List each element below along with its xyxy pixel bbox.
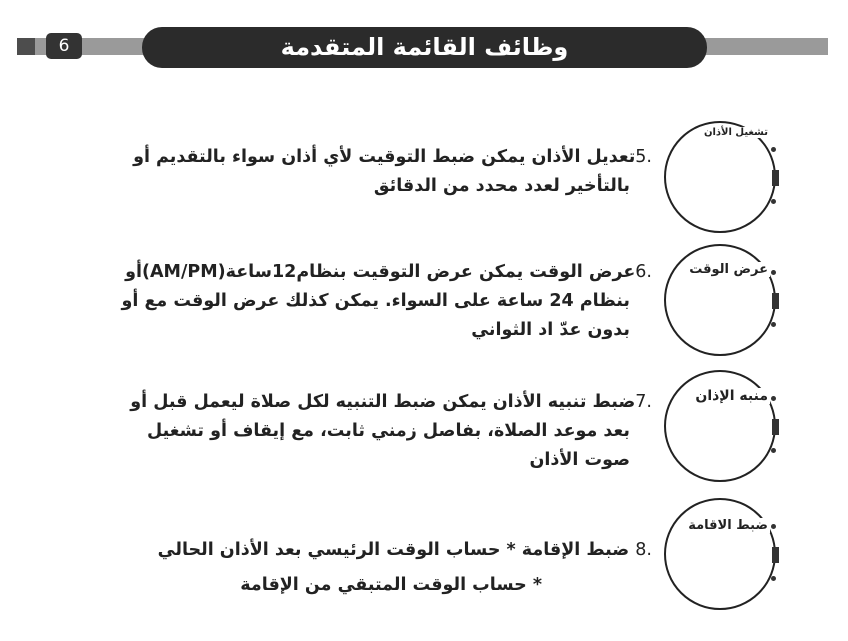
item-7-number: .7 [635, 392, 652, 412]
header-band-cap [17, 38, 35, 55]
dial-knob-bottom [771, 322, 776, 327]
item-8 [158, 536, 652, 600]
dial-knob-top [771, 147, 776, 152]
item-6-line-3: بدون عدّ اد الثواني [471, 320, 630, 340]
item-5-number: .5 [635, 147, 652, 167]
item-5-line-2: بالتأخير لعدد محدد من الدقائق [373, 176, 630, 196]
dial-knob-top [771, 270, 776, 275]
item-8-line-1: .8 ضبط الإقامة * حساب الوقت الرئيسي بعد الأذان الحالي [157, 540, 652, 560]
item-8-number: .8 [635, 540, 652, 560]
dial-knob-side [772, 170, 779, 186]
item-7-line-2: بعد موعد الصلاة، بفاصل زمني ثابت، مع إيقاف أو تشغيل [146, 421, 630, 441]
item-7-line-3: صوت الأذان [529, 450, 630, 470]
dial-knob-side [772, 547, 779, 563]
dial-knob-side [772, 293, 779, 309]
item-6 [121, 258, 652, 345]
dial-knob-bottom [771, 448, 776, 453]
item-7-line-1: .7ضبط تنبيه الأذان يمكن ضبط التنبيه لكل صلاة ليعمل قبل أو [130, 392, 652, 412]
dial-adhan [664, 121, 776, 233]
dial-time-display-label: عرض الوقت [689, 262, 768, 277]
dial-knob-bottom [771, 199, 776, 204]
header-band-right [690, 38, 828, 55]
dial-knob-top [771, 396, 776, 401]
dial-knob-bottom [771, 576, 776, 581]
dial-time-display [664, 244, 776, 356]
dial-iqama [664, 498, 776, 610]
item-6-line-1: .6عرض الوقت يمكن عرض التوقيت بنظام12ساعة(AM/PM)أو [125, 262, 652, 282]
dial-iqama-label: ضبط الاقامة [688, 518, 768, 533]
item-5 [133, 143, 652, 201]
item-5-line-1: .5تعديل الأذان يمكن ضبط التوقيت لأي أذان سواء بالتقديم أو [133, 147, 652, 167]
item-6-line-2: بنظام 24 ساعة على السواء. يمكن كذلك عرض الوقت مع أو [121, 291, 630, 311]
page-number: 6 [46, 33, 82, 59]
item-7 [130, 388, 652, 475]
item-6-number: .6 [635, 262, 652, 282]
dial-knob-top [771, 524, 776, 529]
dial-adhan-alarm-label: منبه الإذان [695, 388, 768, 404]
item-8-line-2: * حساب الوقت المتبقي من الإقامة [240, 575, 542, 595]
dial-adhan-label: تشغيل الأذان [703, 127, 768, 138]
dial-adhan-alarm [664, 370, 776, 482]
dial-knob-side [772, 419, 779, 435]
page-title: وظائف القائمة المتقدمة [142, 27, 707, 68]
